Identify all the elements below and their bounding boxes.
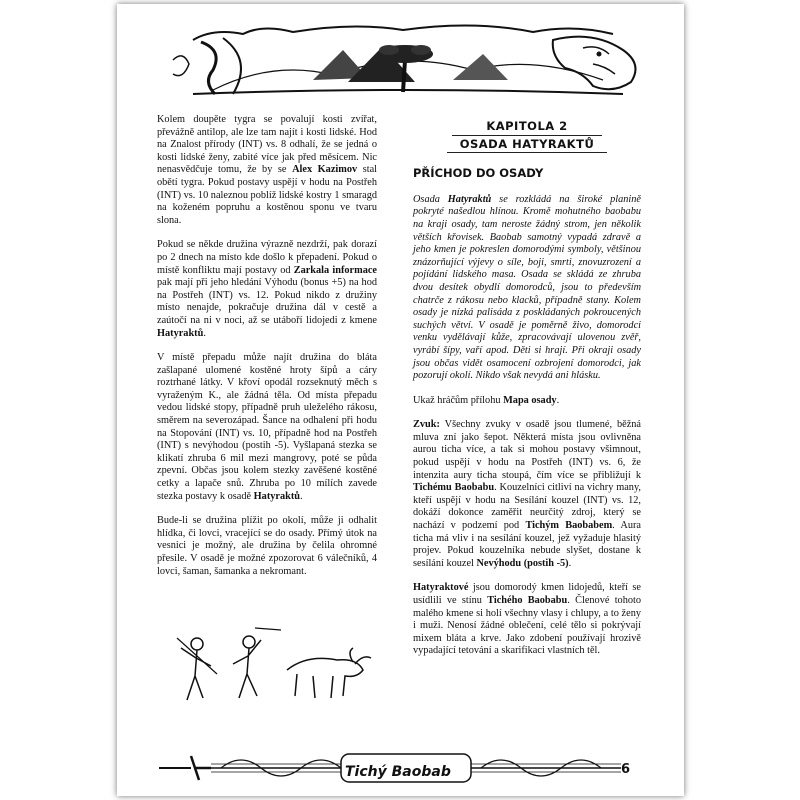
- left-column: [157, 114, 377, 590]
- paragraph-intro: Osada Hatyraktů se rozkládá na široké planině pokryté našedlou hlínou. Kromě mohutného baobabu na kraji osady, tam neroste žádný strom, jen několik větších křovisek. Baobab samotný vypadá zdravě a jeho kmen je pokreslen domorodými symboly, většinou znázorňující výjevy o síle, boji, smrti, znovuzrození a pojídání lidského masa. Osada se skládá ze zhruba dvou desítek obydlí domorodců, jsou to především chatrče z rákosu nebo klacků, případně stany. Kolem osady je nízká palisáda z poskládaných pokroucených suchých větví. V osadě je poměrně živo, domorodci venku vydělávají kůže, zpracovávají ulovenou zvěř, vyrábí šípy, vaří apod. Děti si hrají. Při okraji osady jsou občas vidět osamocení ozbrojení domorodci, jak pozorují okolí. Nikdo však nevydá ani hlásku.: [413, 193, 641, 382]
- page-number: 6: [621, 762, 631, 777]
- section-title: PŘÍCHOD DO OSADY: [413, 166, 544, 181]
- chapter-divider: [452, 135, 602, 136]
- footer-title: Tichý Baobab: [345, 764, 451, 780]
- paragraph-ambush-site: Pokud se někde družina výrazně nezdrží, pak dorazí po 2 dnech na místo kde došlo k přepadení. Pokud o místě konfliktu mají postavy od Zarkala informace pak mají při jeho hledání Výhodu (bonus +5) na hod na Postřeh (INT) vs. 12. Pokud nikdo z družiny místo nenajde, pokračuje družina dál v cestě a zaútočí na ni v noci, až se utáboří lidojedi z kmene Hatyraktů.: [157, 239, 377, 339]
- chapter-title: OSADA HATYRAKTŮ: [447, 138, 607, 154]
- paragraph-map-note: Ukaž hráčům přílohu Mapa osady.: [413, 394, 560, 406]
- paragraph-sound: Zvuk: Všechny zvuky v osadě jsou tlumené, běžná mluva zní jako šepot. Některá místa jsou ovlivněna aurou ticha více, a tak si mohou postavy všimnout, pokud uspějí v hodu na Postřeh (INT) vs. 6, že intenzita aury ticha stoupá, čím více se přibližují k Tichému Baobabu. Kouzelníci citliví na vichry many, kteří uspějí v hodu na Sesílání kouzel (INT) vs. 12, dokáží dokonce zaměřit neurčitý zdroj, který se nachází v podzemí pod Tichým Baobabem. Aura ticha má vliv i na sesílání kouzel, jež vyžaduje hlasitý projev. Pokud kouzelníka nebude slyšet, dostane k sesílání kouzel Nevýhodu (postih -5).: [413, 419, 641, 569]
- paragraph-village-approach: Bude-li se družina plížit po okolí, může ji odhalit hlídka, či lovci, vracející se do osady. Přímý útok na vesnici je možný, ale družina by čelila ohromné přesile. V osadě je možné zpozorovat 6 válečníků, 4 lovci, šaman, šamanka a nekromant.: [157, 515, 377, 577]
- book-page: [117, 4, 684, 796]
- header-banner-illustration: [153, 20, 653, 108]
- paragraph-tracks: V místě přepadu může najít družina do bláta zašlapané ulomené kostěné hroty šípů a cáry roztrhané látky. V křoví opodál rozseknutý měch s vyraženým K., ale žádná těla. Od místa přepadu vedou lidské stopy, případně pruh uleželého rákosu, směrem na severozápad. Šance na odhalení při hodu na Stopování (INT) vs. 10, případně hod na Postřeh (INT) s nevýhodou (postih -5). Vyšlapaná stezka se klikatí zhruba 6 mil mezi mangrovy, poté se půda zpevní. Občas jsou kolem stezky zavěšené kostěné cetky a lapače snů. Zhruba po 10 mílích zavede stezka postavy k osadě Hatyraktů.: [157, 352, 377, 502]
- crescent-moon-icon: [603, 758, 619, 780]
- paragraph-hatyrakts: Hatyraktové jsou domorodý kmen lidojedů, kteří se usídlili ve stínu Tichého Baobabu. Členové tohoto malého kmene si holí všechny vlasy i chlupy, a to ženy i muži. Nenosí žádné oblečení, celé tělo si pokrývají mixem bláta a krve. Jako zdobení používají hrozivě vypadající tetování a skarifikaci vlastních těl.: [413, 582, 642, 657]
- right-column: [413, 120, 641, 670]
- paragraph-tiger-den: Kolem doupěte tygra se povalují kosti zvířat, převážně antilop, ale lze tam najít i kosti lidské. Hod na Znalost přírody (INT) vs. 8 odhalí, že se jedná o kosti lidské ženy, zabité více jak před měsícem. Nic nenasvědčuje tomu, že by se Alex Kazimov stal obětí tygra. Pokud postavy uspějí v hodu na Postřeh (INT) vs. 10 naleznou poblíž lidské kostry 1 smaragd na koženém popruhu a kostěnou sponu ve tvaru slona.: [157, 114, 378, 226]
- chapter-label: KAPITOLA 2: [486, 119, 568, 133]
- hunters-illustration: [157, 618, 377, 718]
